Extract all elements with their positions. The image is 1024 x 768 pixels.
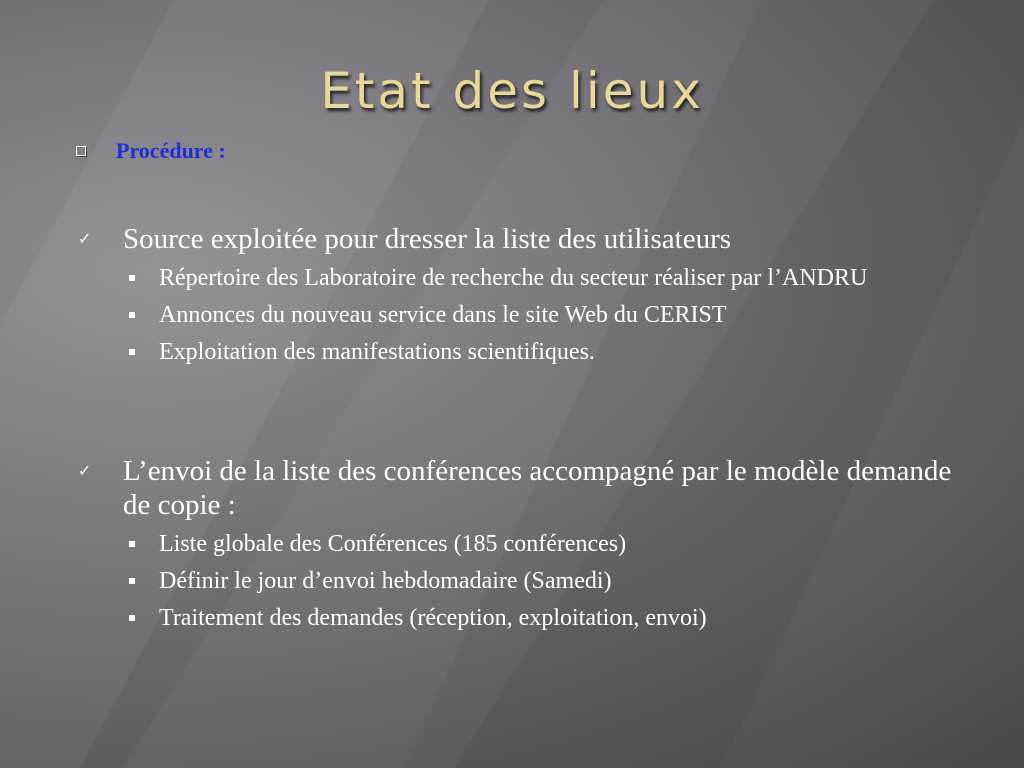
- section-lead-text: Source exploitée pour dresser la liste des utilisateurs: [123, 223, 732, 255]
- filled-square-bullet-icon: [129, 615, 135, 621]
- list-item: [76, 263, 956, 293]
- list-item: [76, 529, 956, 559]
- section-lead: [76, 454, 956, 522]
- filled-square-bullet-icon: [129, 349, 135, 355]
- procedure-heading-label: Procédure :: [116, 138, 226, 163]
- section-sources: [76, 222, 956, 367]
- list-item-text: Exploitation des manifestations scientifiques.: [159, 339, 595, 365]
- section-lead-text: L’envoi de la liste des conférences accompagné par le modèle demande de copie :: [123, 455, 952, 521]
- sub-item-list: [76, 263, 956, 367]
- list-item-text: Définir le jour d’envoi hebdomadaire (Samedi): [159, 568, 612, 594]
- list-item: [76, 337, 956, 367]
- list-item-text: Traitement des demandes (réception, exploitation, envoi): [159, 605, 707, 631]
- hollow-square-bullet-icon: [76, 146, 86, 156]
- procedure-heading: [76, 138, 226, 164]
- checkmark-icon: ✓: [78, 461, 92, 480]
- sub-item-list: [76, 529, 956, 633]
- list-item: [76, 566, 956, 596]
- filled-square-bullet-icon: [129, 275, 135, 281]
- filled-square-bullet-icon: [129, 578, 135, 584]
- slide-title: Etat des lieux: [320, 62, 704, 120]
- list-item-text: Annonces du nouveau service dans le site Web du CERIST: [159, 302, 727, 328]
- section-conferences: [76, 454, 956, 633]
- list-item-text: Répertoire des Laboratoire de recherche du secteur réaliser par l’ANDRU: [159, 265, 868, 291]
- filled-square-bullet-icon: [129, 541, 135, 547]
- filled-square-bullet-icon: [129, 312, 135, 318]
- list-item: [76, 603, 956, 633]
- section-lead: [76, 222, 956, 256]
- list-item: [76, 300, 956, 330]
- list-item-text: Liste globale des Conférences (185 conférences): [159, 531, 627, 557]
- checkmark-icon: ✓: [78, 229, 92, 248]
